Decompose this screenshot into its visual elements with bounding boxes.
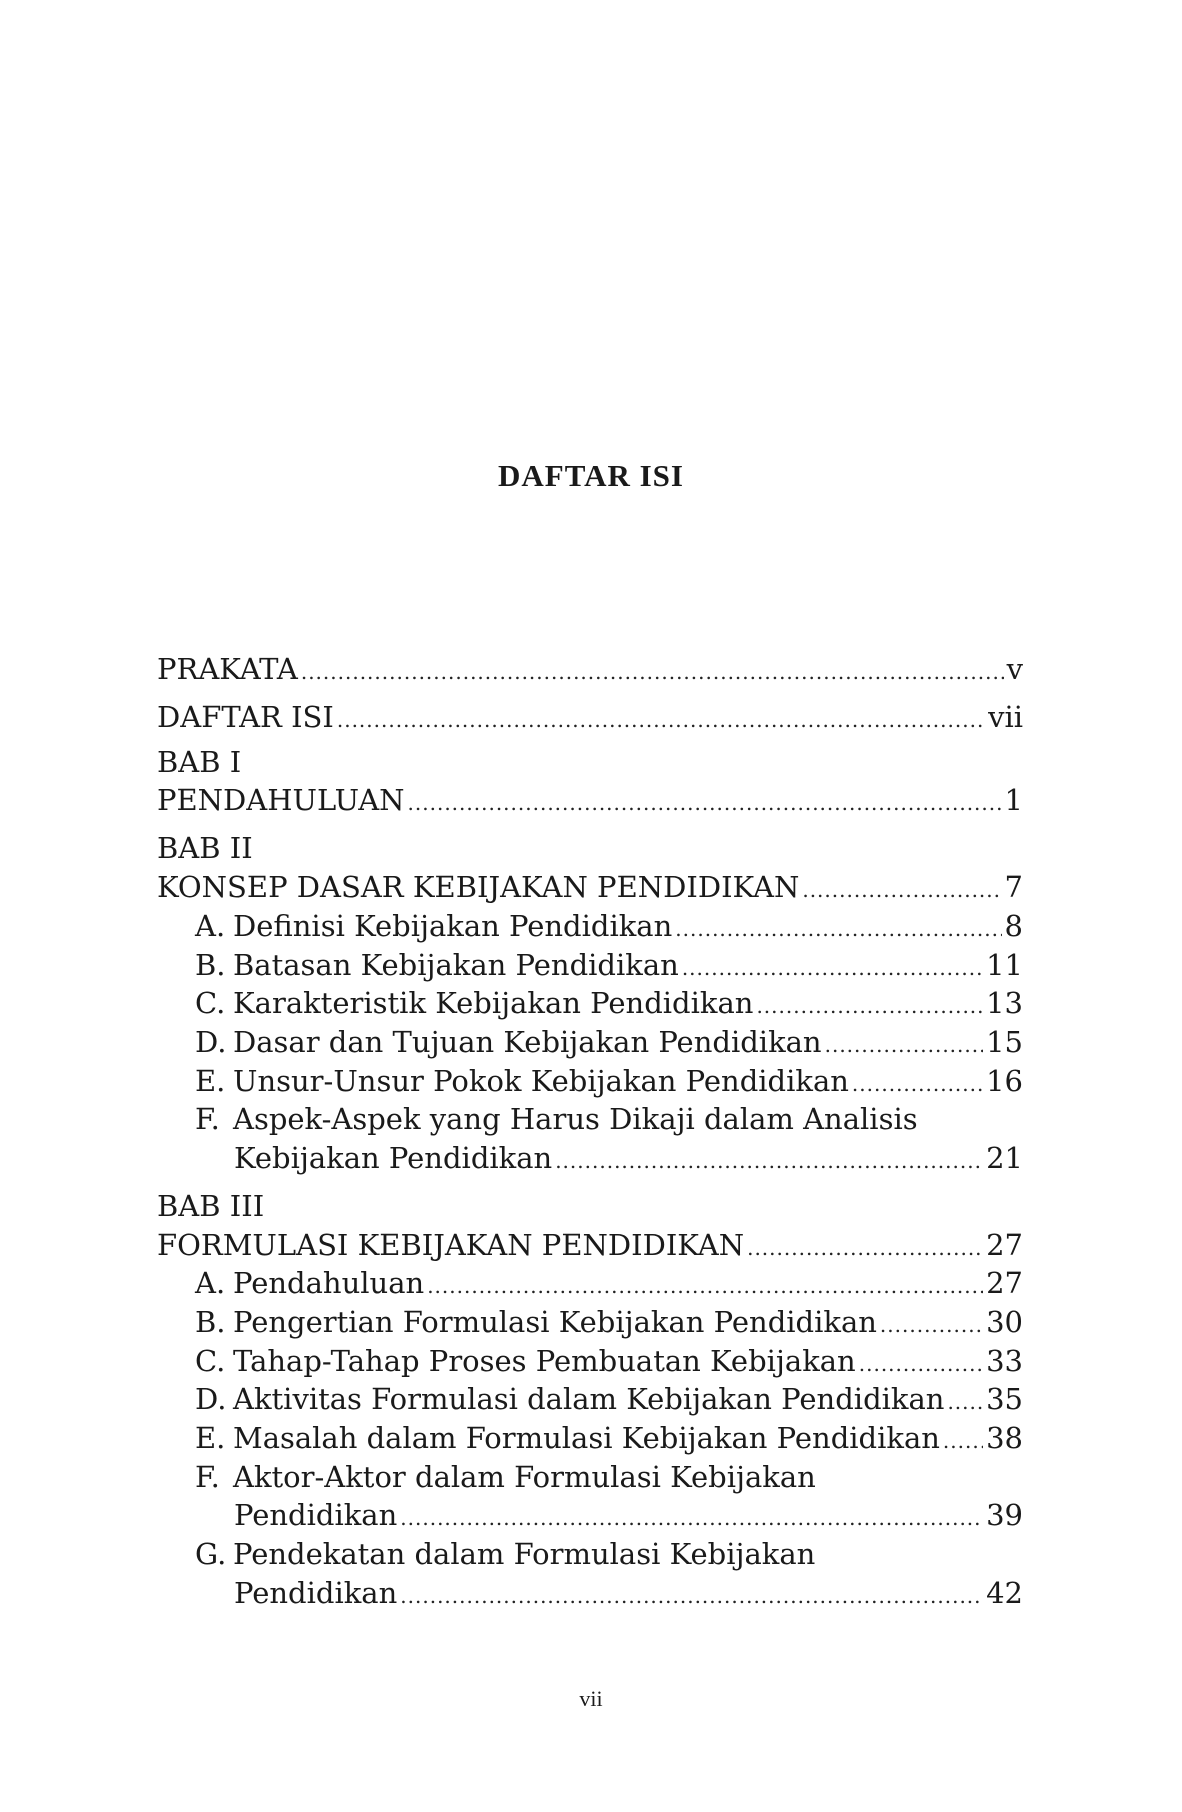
toc-subentry[interactable] [195, 1303, 1023, 1341]
toc-label: Karakteristik Kebijakan Pendidikan [233, 986, 754, 1020]
dot-leader [408, 784, 1002, 822]
toc-entry-daftar-isi[interactable] [157, 698, 1023, 736]
toc-entry-bab-1[interactable] [157, 781, 1023, 819]
toc-page-number: 27 [986, 1228, 1023, 1262]
item-letter: E. [195, 1421, 226, 1455]
item-letter: A. [195, 909, 226, 943]
dot-leader [400, 1499, 983, 1537]
toc-page-number: 30 [986, 1305, 1023, 1339]
item-letter: A. [195, 1266, 226, 1300]
dot-leader [400, 1577, 983, 1615]
toc-subentry[interactable] [195, 1264, 1023, 1302]
toc-page-number: 21 [986, 1141, 1023, 1175]
toc-label: Dasar dan Tujuan Kebijakan Pendidikan [233, 1025, 822, 1059]
toc-page-number: v [1006, 652, 1023, 686]
toc-page-number: vii [988, 700, 1023, 734]
toc-subentry[interactable] [195, 907, 1023, 945]
dot-leader [852, 1065, 983, 1103]
toc-page-number: 8 [1004, 909, 1023, 943]
chapter-number: BAB III [157, 1189, 265, 1223]
toc-page-number: 38 [986, 1421, 1023, 1455]
toc-subentry[interactable] [195, 946, 1023, 984]
item-letter: G. [195, 1537, 227, 1571]
toc-subentry-continuation[interactable] [234, 1574, 1023, 1612]
dot-leader [427, 1267, 983, 1305]
chapter-number: BAB I [157, 745, 242, 779]
toc-label: Pendekatan dalam Formulasi Kebijakan [233, 1537, 816, 1571]
toc-label: Pengertian Formulasi Kebijakan Pendidikan [233, 1305, 877, 1339]
dot-leader [802, 871, 1001, 909]
toc-label: Unsur-Unsur Pokok Kebijakan Pendidikan [233, 1064, 849, 1098]
toc-page-number: 39 [986, 1498, 1023, 1532]
toc-subentry[interactable] [195, 1100, 1023, 1138]
toc-page-number: 27 [986, 1266, 1023, 1300]
toc-page-number: 11 [986, 948, 1023, 982]
toc-subentry[interactable] [195, 1023, 1023, 1061]
dot-leader [747, 1229, 983, 1267]
toc-page-number: 33 [986, 1344, 1023, 1378]
page-title: DAFTAR ISI [498, 458, 684, 493]
toc-page-number: 42 [986, 1576, 1023, 1610]
toc-entry-bab-3[interactable] [157, 1226, 1023, 1264]
dot-leader [825, 1026, 983, 1064]
toc-label: DAFTAR ISI [157, 700, 334, 734]
item-letter: C. [195, 1344, 226, 1378]
toc-subentry[interactable] [195, 1380, 1023, 1418]
item-letter: B. [195, 1305, 226, 1339]
toc-subentry-continuation[interactable] [234, 1496, 1023, 1534]
toc-label: Pendidikan [234, 1576, 398, 1610]
item-letter: F. [195, 1102, 220, 1136]
toc-label: Pendahuluan [233, 1266, 425, 1300]
toc-page-number: 15 [986, 1025, 1023, 1059]
toc-subentry-continuation[interactable] [234, 1139, 1023, 1177]
page-number-footer: vii [579, 1686, 603, 1711]
dot-leader [301, 653, 1004, 691]
dot-leader [943, 1422, 983, 1460]
dot-leader [555, 1142, 983, 1180]
toc-label: Aspek-Aspek yang Harus Dikaji dalam Analisis [233, 1102, 918, 1136]
item-letter: D. [195, 1025, 227, 1059]
toc-label: KONSEP DASAR KEBIJAKAN PENDIDIKAN [157, 870, 800, 904]
toc-page-number: 16 [986, 1064, 1023, 1098]
toc-page-number: 7 [1004, 870, 1023, 904]
chapter-number: BAB II [157, 831, 253, 865]
toc-page-number: 35 [986, 1382, 1023, 1416]
toc-label: Definisi Kebijakan Pendidikan [233, 909, 673, 943]
chapter-heading-bab-2 [157, 829, 1023, 867]
toc-subentry[interactable] [195, 1458, 1023, 1496]
toc-label: Batasan Kebijakan Pendidikan [233, 948, 679, 982]
toc-entry-prakata[interactable] [157, 650, 1023, 688]
item-letter: B. [195, 948, 226, 982]
toc-label: PRAKATA [157, 652, 298, 686]
item-letter: F. [195, 1460, 220, 1494]
toc-label: Kebijakan Pendidikan [234, 1141, 553, 1175]
dot-leader [682, 949, 983, 987]
toc-subentry[interactable] [195, 984, 1023, 1022]
toc-label: PENDAHULUAN [157, 783, 405, 817]
toc-label: Aktivitas Formulasi dalam Kebijakan Pendidikan [233, 1382, 945, 1416]
toc-page-number: 13 [986, 986, 1023, 1020]
toc-label: Aktor-Aktor dalam Formulasi Kebijakan [233, 1460, 816, 1494]
dot-leader [675, 910, 1001, 948]
dot-leader [859, 1345, 983, 1383]
toc-label: FORMULASI KEBIJAKAN PENDIDIKAN [157, 1228, 745, 1262]
dot-leader [756, 987, 983, 1025]
toc-subentry[interactable] [195, 1342, 1023, 1380]
toc-label: Masalah dalam Formulasi Kebijakan Pendidikan [233, 1421, 940, 1455]
toc-label: Tahap-Tahap Proses Pembuatan Kebijakan [233, 1344, 856, 1378]
item-letter: C. [195, 986, 226, 1020]
item-letter: E. [195, 1064, 226, 1098]
item-letter: D. [195, 1382, 227, 1416]
toc-subentry[interactable] [195, 1419, 1023, 1457]
chapter-heading-bab-1 [157, 743, 1023, 781]
toc-entry-bab-2[interactable] [157, 868, 1023, 906]
dot-leader [880, 1306, 983, 1344]
toc-subentry[interactable] [195, 1535, 1023, 1573]
toc-label: Pendidikan [234, 1498, 398, 1532]
dot-leader [337, 701, 985, 739]
toc-subentry[interactable] [195, 1062, 1023, 1100]
dot-leader [947, 1383, 983, 1421]
chapter-heading-bab-3 [157, 1187, 1023, 1225]
toc-page-number: 1 [1004, 783, 1023, 817]
